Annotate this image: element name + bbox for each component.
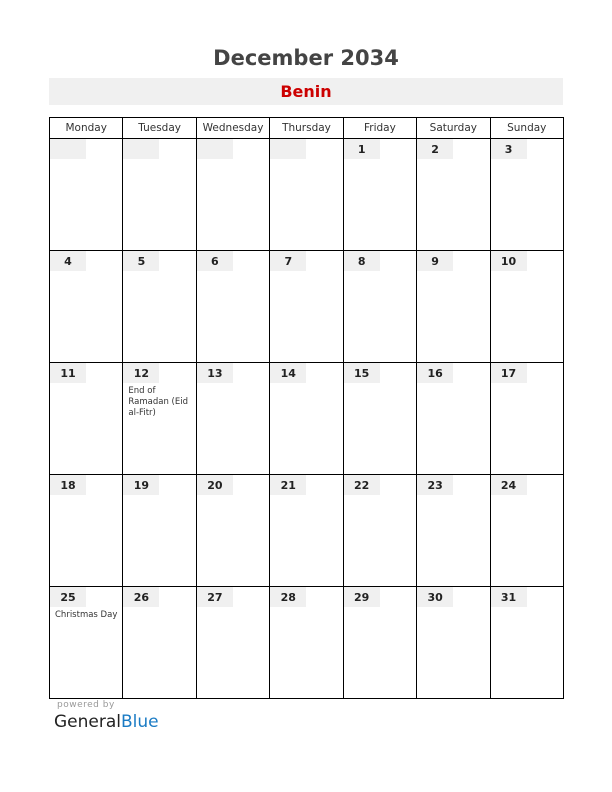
day-number: 23	[417, 475, 453, 495]
weekday-header: Tuesday	[123, 118, 196, 139]
day-number: 28	[270, 587, 306, 607]
day-cell	[343, 475, 416, 587]
day-cell	[50, 363, 123, 475]
day-cell	[196, 363, 269, 475]
week-row	[50, 587, 564, 699]
day-cell	[123, 587, 196, 699]
day-number: 13	[197, 363, 233, 383]
week-row	[50, 363, 564, 475]
day-number: 12	[123, 363, 159, 383]
day-cell	[490, 251, 563, 363]
day-number: 3	[491, 139, 527, 159]
day-number: 19	[123, 475, 159, 495]
day-number: 27	[197, 587, 233, 607]
day-cell	[196, 587, 269, 699]
day-number: 9	[417, 251, 453, 271]
weekday-header: Friday	[343, 118, 416, 139]
brand-blue: Blue	[121, 712, 159, 732]
day-number: 14	[270, 363, 306, 383]
day-number: 8	[344, 251, 380, 271]
day-cell	[270, 475, 343, 587]
day-number: 17	[491, 363, 527, 383]
day-number: 29	[344, 587, 380, 607]
day-number	[50, 139, 86, 159]
day-cell	[417, 363, 490, 475]
day-number: 24	[491, 475, 527, 495]
day-number: 10	[491, 251, 527, 271]
day-cell	[270, 587, 343, 699]
day-number: 2	[417, 139, 453, 159]
day-cell	[196, 251, 269, 363]
week-row	[50, 475, 564, 587]
generalblue-logo	[54, 712, 159, 732]
day-cell	[343, 363, 416, 475]
day-number: 15	[344, 363, 380, 383]
day-cell	[417, 251, 490, 363]
day-cell	[123, 363, 196, 475]
day-cell	[417, 139, 490, 251]
day-number: 18	[50, 475, 86, 495]
day-number: 20	[197, 475, 233, 495]
day-number: 4	[50, 251, 86, 271]
day-number: 7	[270, 251, 306, 271]
day-cell	[343, 251, 416, 363]
weekday-header: Wednesday	[196, 118, 269, 139]
day-cell	[343, 587, 416, 699]
weekday-header: Monday	[50, 118, 123, 139]
day-number: 11	[50, 363, 86, 383]
week-row	[50, 251, 564, 363]
day-cell	[417, 475, 490, 587]
day-number: 5	[123, 251, 159, 271]
day-cell	[490, 475, 563, 587]
day-cell	[490, 587, 563, 699]
weekday-header: Sunday	[490, 118, 563, 139]
powered-by-label: powered by	[57, 700, 115, 710]
day-cell	[490, 139, 563, 251]
holiday-event: End of Ramadan (Eid al-Fitr)	[128, 386, 188, 418]
day-number: 6	[197, 251, 233, 271]
week-row	[50, 139, 564, 251]
day-number	[270, 139, 306, 159]
country-banner: Benin	[49, 78, 563, 105]
day-number	[123, 139, 159, 159]
day-cell	[50, 139, 123, 251]
day-cell	[123, 251, 196, 363]
calendar-title: December 2034	[213, 46, 399, 70]
day-cell	[123, 139, 196, 251]
day-cell	[196, 139, 269, 251]
day-cell	[196, 475, 269, 587]
day-number	[197, 139, 233, 159]
day-number: 30	[417, 587, 453, 607]
day-cell	[270, 139, 343, 251]
weekday-header: Thursday	[270, 118, 343, 139]
day-number: 25	[50, 587, 86, 607]
weekday-header: Saturday	[417, 118, 490, 139]
day-number: 26	[123, 587, 159, 607]
day-cell	[490, 363, 563, 475]
day-cell	[343, 139, 416, 251]
day-cell	[50, 475, 123, 587]
weekday-header-row	[50, 118, 564, 139]
day-cell	[270, 363, 343, 475]
day-number: 31	[491, 587, 527, 607]
day-cell	[123, 475, 196, 587]
day-number: 1	[344, 139, 380, 159]
day-number: 16	[417, 363, 453, 383]
day-cell	[50, 251, 123, 363]
calendar-grid	[49, 117, 564, 699]
holiday-event: Christmas Day	[55, 610, 118, 620]
day-number: 21	[270, 475, 306, 495]
day-cell	[417, 587, 490, 699]
day-cell	[270, 251, 343, 363]
day-cell	[50, 587, 123, 699]
day-number: 22	[344, 475, 380, 495]
brand-general: General	[54, 712, 121, 732]
